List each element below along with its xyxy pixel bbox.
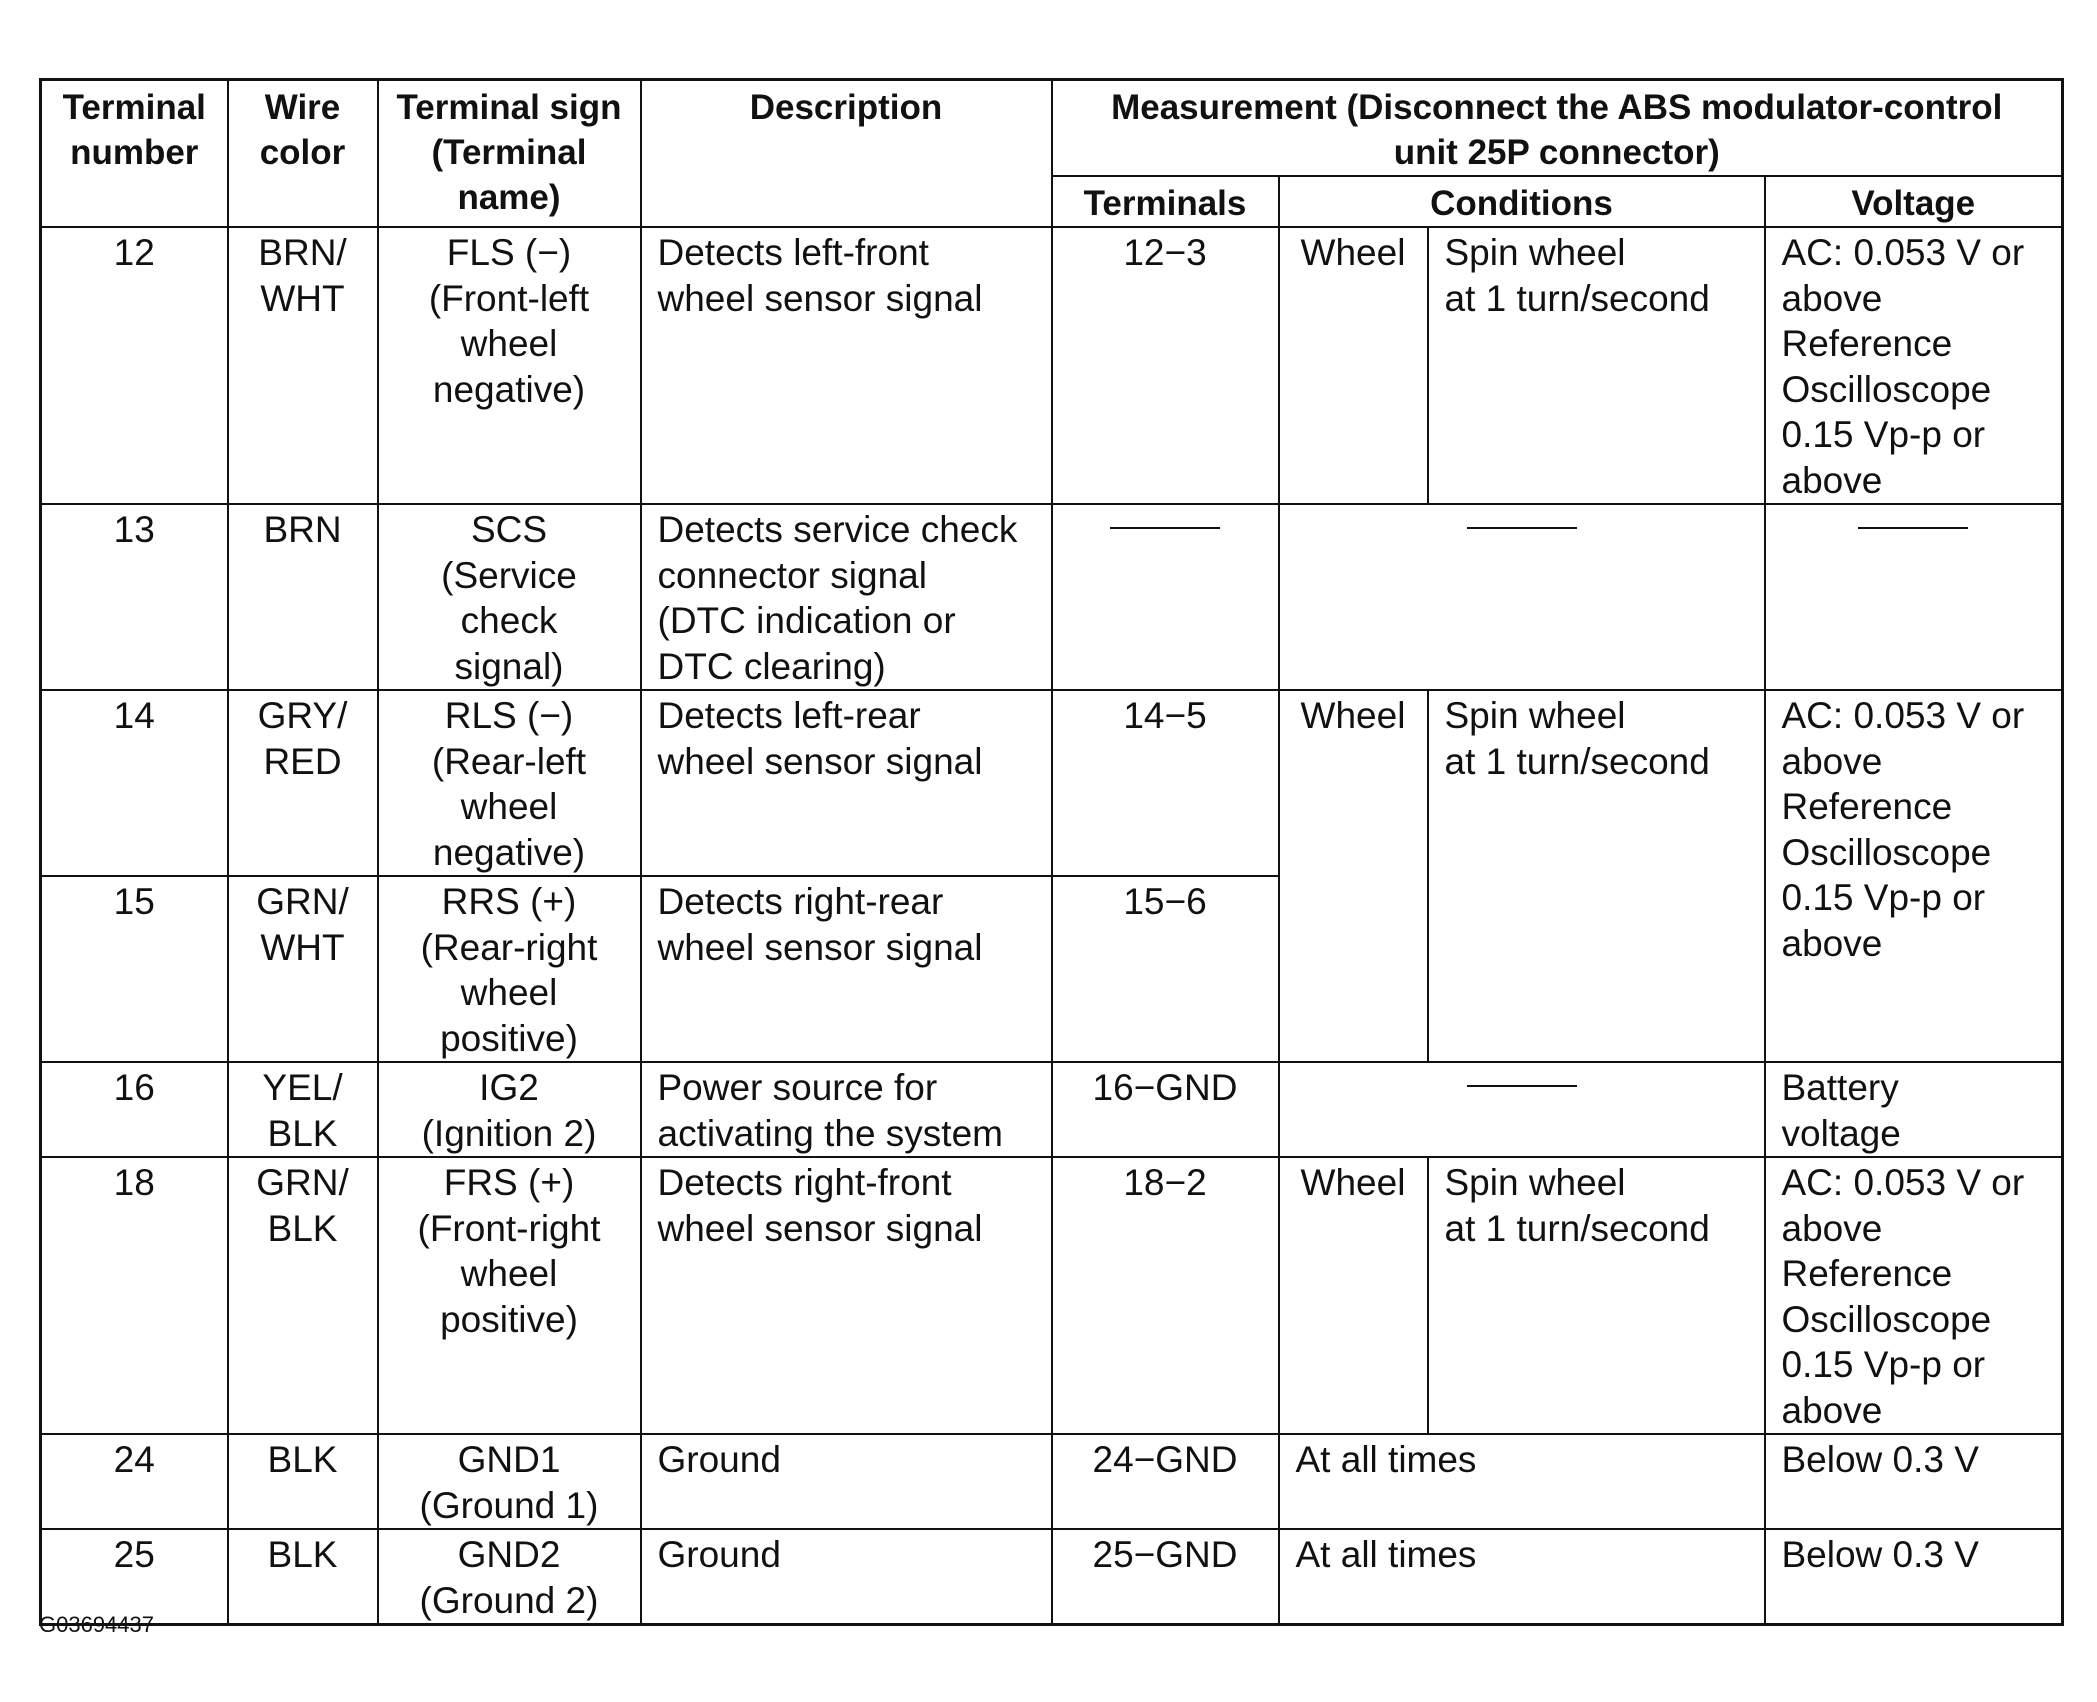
terminals-cell: 16−GND — [1052, 1062, 1279, 1157]
terminal-number-cell: 15 — [41, 876, 228, 1062]
terminal-sign-cell: RLS (−) (Rear-left wheel negative) — [378, 690, 641, 876]
wire-color-cell: GRN/ BLK — [228, 1157, 378, 1434]
terminal-sign-cell: IG2 (Ignition 2) — [378, 1062, 641, 1157]
terminal-sign-cell: GND1 (Ground 1) — [378, 1434, 641, 1529]
voltage-cell: AC: 0.053 V or above Reference Oscilloscope 0.15 Vp-p or above — [1765, 690, 2063, 1062]
terminals-cell — [1052, 504, 1279, 690]
header-conditions: Conditions — [1279, 176, 1765, 227]
description-cell: Detects right-rear wheel sensor signal — [641, 876, 1052, 1062]
terminals-cell: 18−2 — [1052, 1157, 1279, 1434]
description-cell: Detects left-front wheel sensor signal — [641, 227, 1052, 504]
description-cell: Ground — [641, 1529, 1052, 1625]
terminal-sign-cell: FLS (−) (Front-left wheel negative) — [378, 227, 641, 504]
wire-color-cell: BLK — [228, 1529, 378, 1625]
conditions-cell — [1279, 1062, 1765, 1157]
terminal-number-cell: 18 — [41, 1157, 228, 1434]
header-voltage: Voltage — [1765, 176, 2063, 227]
terminal-sign-cell: SCS (Service check signal) — [378, 504, 641, 690]
voltage-cell: Battery voltage — [1765, 1062, 2063, 1157]
description-cell: Detects service check connector signal (DTC indication or DTC clearing) — [641, 504, 1052, 690]
terminal-number-cell: 16 — [41, 1062, 228, 1157]
voltage-cell: AC: 0.053 V or above Reference Oscilloscope 0.15 Vp-p or above — [1765, 227, 2063, 504]
wire-color-cell: GRN/ WHT — [228, 876, 378, 1062]
terminal-number-cell: 12 — [41, 227, 228, 504]
voltage-cell: Below 0.3 V — [1765, 1434, 2063, 1529]
conditions-cell — [1279, 504, 1765, 690]
wire-color-cell: YEL/ BLK — [228, 1062, 378, 1157]
description-cell: Power source for activating the system — [641, 1062, 1052, 1157]
description-cell: Ground — [641, 1434, 1052, 1529]
description-cell: Detects left-rear wheel sensor signal — [641, 690, 1052, 876]
terminal-number-cell: 25 — [41, 1529, 228, 1625]
terminal-sign-cell: GND2 (Ground 2) — [378, 1529, 641, 1625]
terminal-spec-table — [39, 78, 2064, 1626]
terminals-cell: 25−GND — [1052, 1529, 1279, 1625]
table-row — [41, 1529, 2063, 1625]
header-terminal-number: Terminal number — [41, 80, 228, 228]
terminals-cell: 12−3 — [1052, 227, 1279, 504]
empty-dash — [1467, 1085, 1577, 1087]
header-wire-color: Wire color — [228, 80, 378, 228]
table-row — [41, 1157, 2063, 1434]
table-row — [41, 690, 2063, 876]
terminals-cell: 15−6 — [1052, 876, 1279, 1062]
condition-wheel-cell: Wheel — [1279, 227, 1428, 504]
table-row — [41, 1434, 2063, 1529]
condition-detail-cell: Spin wheel at 1 turn/second — [1428, 227, 1765, 504]
wire-color-cell: BLK — [228, 1434, 378, 1529]
wire-color-cell: BRN — [228, 504, 378, 690]
condition-detail-cell: Spin wheel at 1 turn/second — [1428, 690, 1765, 1062]
table-row — [41, 227, 2063, 504]
description-cell: Detects right-front wheel sensor signal — [641, 1157, 1052, 1434]
condition-wheel-cell: Wheel — [1279, 690, 1428, 1062]
header-terminal-sign: Terminal sign (Terminal name) — [378, 80, 641, 228]
figure-code: G03694437 — [39, 1612, 154, 1637]
empty-dash — [1858, 527, 1968, 529]
empty-dash — [1110, 527, 1220, 529]
voltage-cell — [1765, 504, 2063, 690]
table-row — [41, 504, 2063, 690]
condition-detail-cell: Spin wheel at 1 turn/second — [1428, 1157, 1765, 1434]
terminal-number-cell: 24 — [41, 1434, 228, 1529]
terminal-number-cell: 13 — [41, 504, 228, 690]
header-measurement: Measurement (Disconnect the ABS modulator-control unit 25P connector) — [1052, 80, 2063, 177]
conditions-cell: At all times — [1279, 1434, 1765, 1529]
terminal-sign-cell: FRS (+) (Front-right wheel positive) — [378, 1157, 641, 1434]
empty-dash — [1467, 527, 1577, 529]
header-terminals: Terminals — [1052, 176, 1279, 227]
condition-wheel-cell: Wheel — [1279, 1157, 1428, 1434]
terminal-number-cell: 14 — [41, 690, 228, 876]
terminals-cell: 14−5 — [1052, 690, 1279, 876]
wire-color-cell: BRN/ WHT — [228, 227, 378, 504]
table-row — [41, 1062, 2063, 1157]
voltage-cell: Below 0.3 V — [1765, 1529, 2063, 1625]
header-description: Description — [641, 80, 1052, 228]
terminal-sign-cell: RRS (+) (Rear-right wheel positive) — [378, 876, 641, 1062]
voltage-cell: AC: 0.053 V or above Reference Oscilloscope 0.15 Vp-p or above — [1765, 1157, 2063, 1434]
conditions-cell: At all times — [1279, 1529, 1765, 1625]
terminals-cell: 24−GND — [1052, 1434, 1279, 1529]
wire-color-cell: GRY/ RED — [228, 690, 378, 876]
